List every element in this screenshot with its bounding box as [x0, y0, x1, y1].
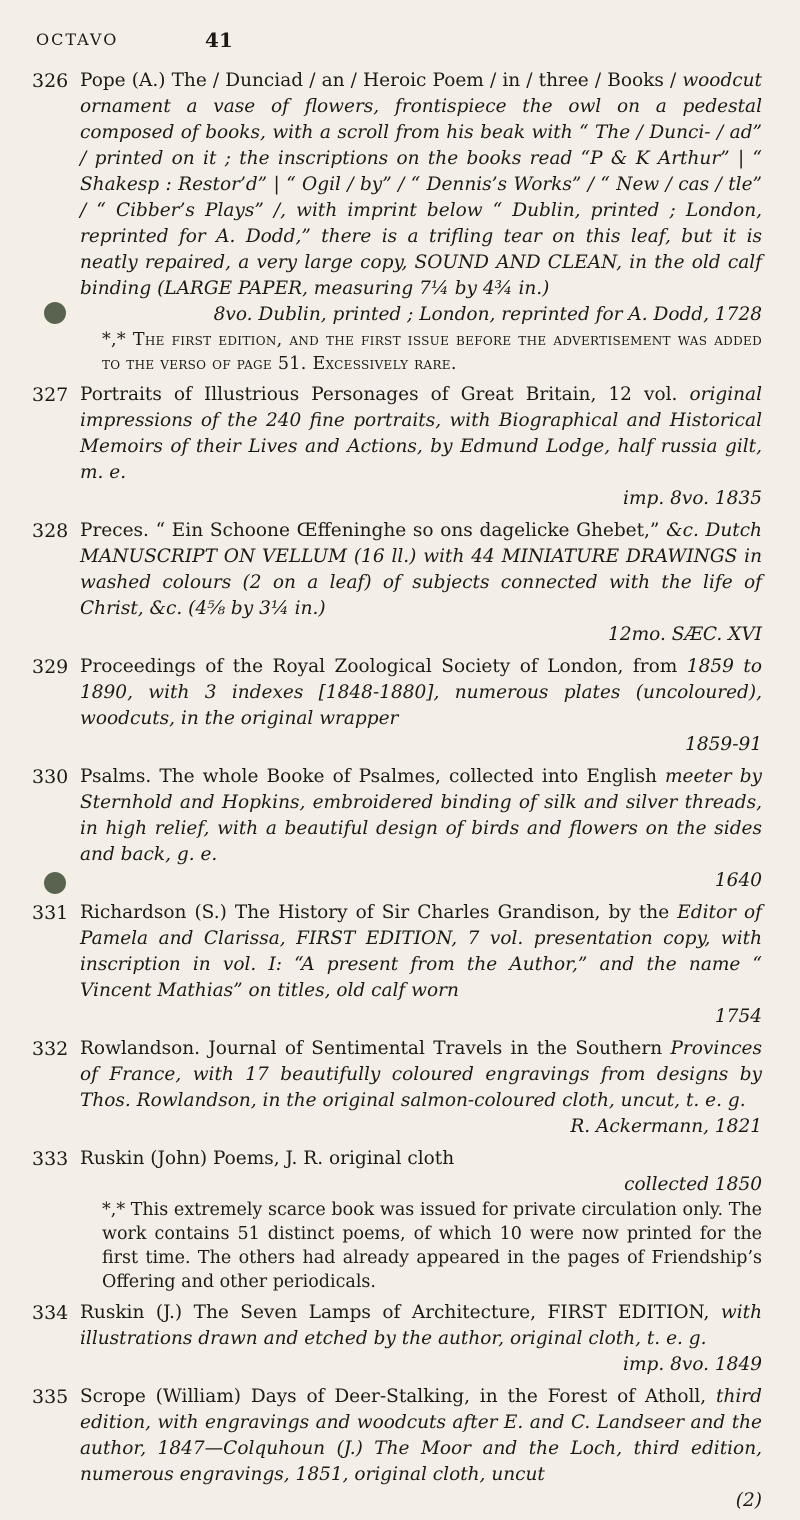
entry-331 [0, 900, 800, 1030]
lot-number: 331 [32, 902, 69, 924]
entry-list [0, 68, 800, 1520]
page-number: 41 [205, 28, 233, 52]
entry-title: Ruskin (J.) The Seven Lamps of Architecture, FIRST EDITION, [80, 1302, 710, 1323]
page-header [0, 30, 800, 60]
entry-description: with illustrations drawn and etched by the author, original cloth, t. e. g. [80, 1302, 762, 1349]
entry-title: Psalms. The whole Booke of Psalmes, collected into English [80, 766, 657, 787]
entry-imprint: collected 1850 [624, 1174, 762, 1195]
entry-body [80, 1146, 762, 1198]
entry-title: Preces. “ Ein Schoone Œffeninghe so ons dagelicke Ghebet,” [80, 520, 660, 541]
entry-body [80, 1036, 762, 1140]
lot-number: 327 [32, 384, 69, 406]
entry-note: *,* This extremely scarce book was issued for private circulation only. The work contains 51 distinct poems, of which 10 were now printed for the first time. The others had already appeared in the pages of Friendship’s Offering and other periodicals. [102, 1200, 762, 1292]
entry-328 [0, 518, 800, 648]
entry-title: Portraits of Illustrious Personages of Great Britain, 12 vol. [80, 384, 678, 405]
entry-326 [0, 68, 800, 376]
lot-number: 332 [32, 1038, 69, 1060]
entry-334 [0, 1300, 800, 1378]
entry-body [80, 654, 762, 758]
entry-description: original impressions of the 240 fine portraits, with Biographical and Historical Memoirs of their Lives and Actions, by Edmund Lodge, half russia gilt, m. e. [80, 384, 762, 483]
entry-imprint: imp. 8vo. 1849 [623, 1354, 762, 1375]
entry-body [80, 764, 762, 894]
entry-332 [0, 1036, 800, 1140]
lot-number: 330 [32, 766, 69, 788]
lot-number: 329 [32, 656, 69, 678]
entry-333 [0, 1146, 800, 1294]
lot-number: 326 [32, 70, 69, 92]
lot-number: 334 [32, 1302, 69, 1324]
entry-body [80, 382, 762, 512]
entry-imprint: imp. 8vo. 1835 [623, 488, 762, 509]
lot-number: 328 [32, 520, 69, 542]
entry-description: 1859 to 1890, with 3 indexes [1848-1880], numerous plates (uncoloured), woodcuts, in the original wrapper [80, 656, 762, 729]
entry-description: Provinces of France, with 17 beautifully coloured engravings from designs by Thos. Rowlandson, in the original salmon-coloured cloth, uncut, t. e. g. [80, 1038, 762, 1111]
entry-title: Richardson (S.) The History of Sir Charles Grandison, by the [80, 902, 670, 923]
entry-imprint: 12mo. SÆC. XVI [608, 624, 762, 645]
lot-number: 333 [32, 1148, 69, 1170]
entry-imprint: R. Ackermann, 1821 [570, 1116, 762, 1137]
entry-note: *,* The first edition, and the first issue before the advertisement was added to the verso of page 51. Excessively rare. [102, 330, 762, 374]
entry-title: Pope (A.) The / Dunciad / an / Heroic Poem / in / three / Books / [80, 70, 677, 91]
entry-description: woodcut ornament a vase of flowers, frontispiece the owl on a pedestal composed of books, with a scroll from his beak with “ The / Dunci- / ad” / printed on it ; the inscriptions on the books read “P & K Arthur” | “ Shakesp : Restor’d” | “ Ogil / by” / “ Dennis’s Works” / “ New / cas / tle” / “ Cibber’s Plays” /, with imprint below “ Dublin, printed ; London, reprinted for A. Dodd,” there is a trifling tear on this leaf, but it is neatly repaired, a very large copy, SOUND AND CLEAN, in the old calf binding (LARGE PAPER, measuring 7¼ by 4¾ in.) [80, 70, 762, 299]
entry-imprint: 1640 [714, 870, 762, 891]
entry-imprint: 8vo. Dublin, printed ; London, reprinted for A. Dodd, 1728 [213, 304, 762, 325]
entry-title: Proceedings of the Royal Zoological Society of London, from [80, 656, 678, 677]
entry-body [80, 518, 762, 648]
entry-335 [0, 1384, 800, 1514]
entry-329 [0, 654, 800, 758]
entry-body [80, 1300, 762, 1378]
entry-description: Editor of Pamela and Clarissa, FIRST EDITION, 7 vol. presentation copy, with inscription in vol. I: “A present from the Author,” and the name “ Vincent Mathias” on titles, old calf worn [80, 902, 762, 1001]
entry-imprint: 1754 [714, 1006, 762, 1027]
entry-body [80, 900, 762, 1030]
entry-description: meeter by Sternhold and Hopkins, embroidered binding of silk and silver threads, in high relief, with a beautiful design of birds and flowers on the sides and back, g. e. [80, 766, 762, 865]
entry-title: Ruskin (John) Poems, J. R. original cloth [80, 1148, 455, 1169]
entry-description: third edition, with engravings and woodcuts after E. and C. Landseer and the author, 1847—Colquhoun (J.) The Moor and the Loch, third edition, numerous engravings, 1851, original cloth, uncut [80, 1386, 762, 1485]
running-head: OCTAVO [36, 30, 119, 49]
entry-description: &c. Dutch MANUSCRIPT ON VELLUM (16 ll.) with 44 MINIATURE DRAWINGS in washed colours (2 on a leaf) of subjects connected with the life of Christ, &c. (4⅝ by 3¼ in.) [80, 520, 762, 619]
entry-title: Rowlandson. Journal of Sentimental Travels in the Southern [80, 1038, 663, 1059]
entry-327 [0, 382, 800, 512]
entry-imprint: 1859-91 [685, 734, 762, 755]
entry-body [80, 1384, 762, 1514]
entry-body [80, 68, 762, 328]
entry-title: Scrope (William) Days of Deer-Stalking, in the Forest of Atholl, [80, 1386, 707, 1407]
entry-330 [0, 764, 800, 894]
lot-number: 335 [32, 1386, 69, 1408]
entry-imprint: (2) [735, 1490, 762, 1511]
